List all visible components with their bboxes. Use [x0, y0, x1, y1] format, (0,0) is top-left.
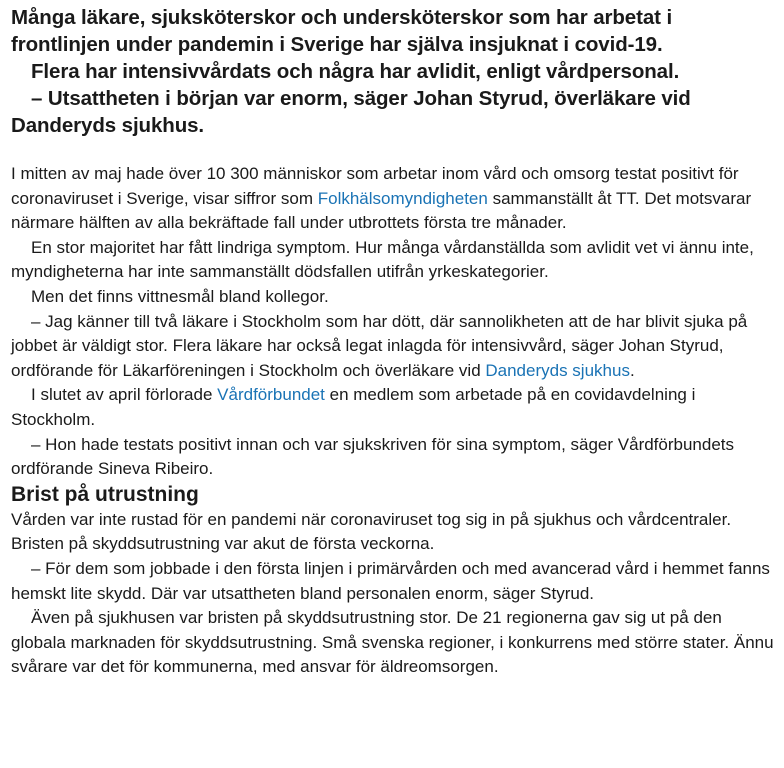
body-paragraph-6: – Hon hade testats positivt innan och var sjukskriven för sina symptom, säger Vårdförbundets ordförande Sineva Ribeiro.: [11, 434, 735, 479]
body-paragraph-3: Men det finns vittnesmål bland kollegor.: [31, 286, 329, 306]
section-paragraph-2: – För dem som jobbade i den första linjen i primärvården och med avancerad vård i hemmet fanns hemskt lite skydd. Där var utsattheten bland personalen enorm, säger Styrud.: [11, 558, 770, 603]
article-body: [11, 162, 776, 482]
body-paragraph-5: [11, 383, 776, 432]
article-lead: [11, 4, 776, 139]
section-paragraph-3: Även på sjukhusen var bristen på skyddsutrustning stor. De 21 regionerna gav sig ut på den globala marknaden för skyddsutrustning. Små svenska regioner, i konkurrens med större stater. Ännu svårare var det för kommunerna, med ansvar för äldreomsorgen.: [11, 608, 774, 677]
text-segment: I mitten av maj hade över 10 300 människor som arbetar inom vård och omsorg testat positivt för coronaviruset i Sverige, visar siffror som: [11, 164, 739, 208]
text-segment: – Jag känner till två läkare i Stockholm som har dött, där sannolikheten att de har blivit sjuka på jobbet är väldigt stor. Flera läkare har också legat inlagda för intensivvård, säger Johan Styrud, ordförande för Läkarföreningen i Stockholm och överläkare vid: [11, 311, 748, 380]
text-segment: sammanställt åt TT. Det motsvarar närmare hälften av alla bekräftade fall under utbrottets första tre månader.: [11, 188, 752, 233]
text-segment: I slutet av april förlorade: [31, 385, 218, 405]
vardforbundet-link[interactable]: Vårdförbundet: [217, 385, 325, 405]
section-body: [11, 508, 776, 680]
body-paragraph-2: En stor majoritet har fått lindriga symptom. Hur många vårdanställda som avlidit vet vi ännu inte, myndigheterna har inte sammanställt dödsfallen utifrån yrkeskategorier.: [11, 237, 754, 282]
text-segment: .: [629, 360, 635, 380]
lead-paragraph-1: Många läkare, sjuksköterskor och undersköterskor som har arbetat i frontlinjen under pandemin i Sverige har själva insjuknat i covid-19.: [11, 6, 673, 56]
body-paragraph-4: [11, 310, 776, 384]
body-paragraph-1: [11, 162, 776, 236]
section-paragraph-1: Vården var inte rustad för en pandemi när coronaviruset tog sig in på sjukhus och vårdcentraler. Bristen på skyddsutrustning var akut de första veckorna.: [11, 509, 732, 554]
lead-paragraph-2: Flera har intensivvårdats och några har avlidit, enligt vårdpersonal.: [31, 60, 680, 83]
text-segment: en medlem som arbetade på en covidavdelning i Stockholm.: [11, 385, 696, 429]
section-heading: Brist på utrustning: [11, 482, 199, 506]
danderyds-sjukhus-link[interactable]: Danderyds sjukhus: [485, 360, 630, 380]
folkhalsomyndigheten-link[interactable]: Folkhälsomyndigheten: [317, 188, 488, 208]
lead-paragraph-3: – Utsattheten i början var enorm, säger Johan Styrud, överläkare vid Danderyds sjukhus.: [11, 87, 691, 137]
